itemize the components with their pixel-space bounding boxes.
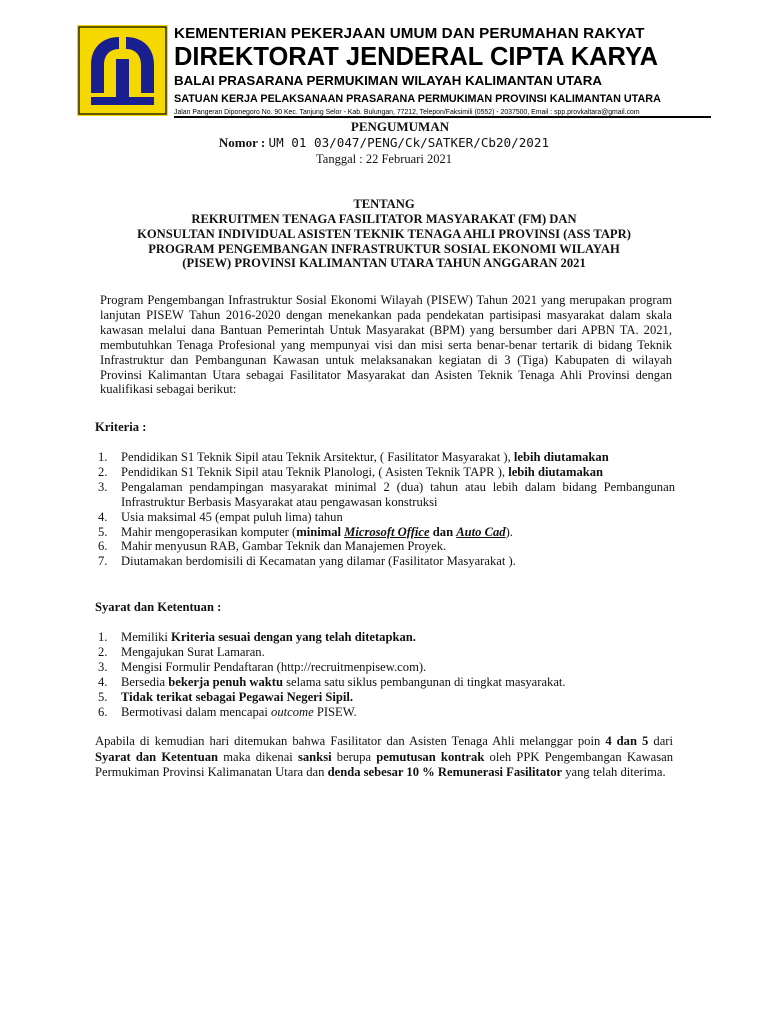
closing-text: dari bbox=[648, 734, 673, 748]
closing-text: yang telah diterima. bbox=[562, 765, 666, 779]
terms-heading: Syarat dan Ketentuan : bbox=[95, 600, 222, 614]
terms-item bbox=[95, 675, 675, 690]
item-text: PISEW. bbox=[313, 704, 357, 719]
item-number: 6. bbox=[98, 704, 108, 719]
item-emphasis: Kriteria sesuai dengan yang telah ditetapkan. bbox=[171, 630, 416, 644]
directorate-name: DIREKTORAT JENDERAL CIPTA KARYA bbox=[174, 43, 659, 71]
software-name: Auto Cad bbox=[456, 524, 506, 539]
closing-text: maka dikenai bbox=[218, 749, 298, 764]
closing-emphasis: Syarat dan Ketentuan bbox=[95, 749, 219, 764]
item-emphasis: Tidak terikat sebagai Pegawai Negeri Sipil. bbox=[121, 689, 354, 704]
document-number-value: UM 01 03/047/PENG/Ck/SATKER/Cb20/2021 bbox=[268, 135, 550, 150]
item-number: 5. bbox=[98, 689, 108, 704]
item-text: Mengisi Formulir Pendaftaran (http://recruitmenpisew.com). bbox=[121, 659, 427, 674]
document-title bbox=[60, 212, 708, 271]
item-emphasis: minimal bbox=[296, 524, 345, 539]
item-text: Mahir menyusun RAB, Gambar Teknik dan Manajemen Proyek. bbox=[121, 539, 447, 554]
item-text: Usia maksimal 45 (empat puluh lima) tahun bbox=[121, 509, 343, 524]
criteria-item bbox=[95, 465, 675, 480]
item-number: 6. bbox=[98, 539, 108, 554]
item-emphasis: bekerja penuh waktu bbox=[168, 674, 283, 689]
item-text: Pendidikan S1 Teknik Sipil atau Teknik Arsitektur, ( Fasilitator Masyarakat ), bbox=[121, 450, 514, 464]
title-line: REKRUITMEN TENAGA FASILITATOR MASYARAKAT (FM) DAN bbox=[191, 212, 577, 226]
terms-item bbox=[95, 645, 675, 660]
item-text: Memiliki bbox=[121, 630, 172, 644]
item-number: 2. bbox=[98, 644, 108, 659]
item-text: selama satu siklus pembangunan di tingkat masyarakat. bbox=[282, 674, 566, 689]
item-emphasis: lebih diutamakan bbox=[508, 464, 604, 479]
item-text: Bersedia bbox=[121, 674, 169, 689]
ministry-logo bbox=[77, 25, 168, 116]
closing-emphasis: denda sebesar 10 % Remunerasi Fasilitator bbox=[327, 765, 563, 779]
item-number: 1. bbox=[98, 630, 108, 644]
terms-item bbox=[95, 690, 675, 705]
closing-text: berupa bbox=[331, 749, 377, 764]
document-date: Tanggal : 22 Februari 2021 bbox=[316, 152, 452, 166]
criteria-item bbox=[95, 480, 675, 510]
item-number: 4. bbox=[98, 674, 108, 689]
criteria-item bbox=[95, 510, 675, 525]
item-text: ). bbox=[505, 524, 513, 539]
item-text: Pengalaman pendampingan masyarakat minimal 2 (dua) tahun atau lebih dalam bidang Pembangunan Infrastruktur Berbasis Masyarakat atau pengawasan konstruksi bbox=[121, 479, 675, 509]
title-line: PROGRAM PENGEMBANGAN INFRASTRUKTUR SOSIAL EKONOMI WILAYAH bbox=[148, 241, 620, 256]
letterhead-divider bbox=[174, 116, 711, 118]
item-number: 3. bbox=[98, 479, 108, 494]
criteria-item bbox=[95, 554, 675, 569]
criteria-heading: Kriteria : bbox=[95, 420, 147, 434]
closing-text: Apabila di kemudian hari ditemukan bahwa Fasilitator dan Asisten Tenaga Ahli melanggar poin bbox=[95, 734, 606, 748]
item-number: 1. bbox=[98, 450, 108, 464]
item-text: Diutamakan berdomisili di Kecamatan yang dilamar (Fasilitator Masyarakat ). bbox=[121, 554, 516, 569]
item-text: Mengajukan Surat Lamaran. bbox=[121, 644, 265, 659]
software-name: Microsoft Office bbox=[344, 524, 430, 539]
terms-item bbox=[95, 660, 675, 675]
office-name: BALAI PRASARANA PERMUKIMAN WILAYAH KALIMANTAN UTARA bbox=[174, 73, 602, 88]
office-address: Jalan Pangeran Diponegoro No. 90 Kec. Tanjung Selor - Kab. Bulungan, 77212, Telepon/Faksimili (0552) - 2037500, Email : spp.provkaltara@gmail.com bbox=[174, 109, 640, 116]
item-italic: outcome bbox=[271, 704, 314, 719]
terms-item bbox=[95, 630, 675, 645]
closing-text: oleh PPK Pengembangan Kawasan Permukiman Provinsi Kalimanatan Utara dan bbox=[95, 749, 673, 779]
criteria-list bbox=[95, 450, 675, 569]
closing-emphasis: 4 dan 5 bbox=[605, 734, 649, 748]
item-emphasis: dan bbox=[429, 524, 457, 539]
letterhead bbox=[174, 25, 714, 118]
document-number-label: Nomor : bbox=[218, 135, 266, 150]
terms-list bbox=[95, 630, 675, 719]
item-text: Bermotivasi dalam mencapai bbox=[121, 704, 272, 719]
announcement-label: PENGUMUMAN bbox=[350, 119, 450, 134]
ministry-name: KEMENTERIAN PEKERJAAN UMUM DAN PERUMAHAN RAKYAT bbox=[174, 25, 645, 42]
item-number: 7. bbox=[98, 554, 108, 569]
terms-item bbox=[95, 705, 675, 720]
intro-paragraph: Program Pengembangan Infrastruktur Sosial Ekonomi Wilayah (PISEW) Tahun 2021 yang merupakan program lanjutan PISEW Tahun 2016-2020 dengan menekankan pada pendekatan partisipasi masyarakat dalam skala kawasan melalui dana Bantuan Pemerintah Untuk Masyarakat (BPM) yang bersumber dari APBN TA. 2021, membutuhkan Tenaga Profesional yang mempunyai visi dan misi serta benar-benar tertarik di bidang Teknik Infrastruktur dan Pembangunan Kawasan untuk melaksanakan kegiatan di 3 (Tiga) Kabupaten di wilayah Provinsi Kalimantan Utara sebagai Fasilitator Masyarakat dan Asisten Teknik Tenaga Ahli Provinsi dengan kualifikasi sebagai berikut: bbox=[100, 293, 672, 397]
unit-name: SATUAN KERJA PELAKSANAAN PRASARANA PERMUKIMAN PROVINSI KALIMANTAN UTARA bbox=[174, 93, 661, 105]
item-emphasis: lebih diutamakan bbox=[513, 450, 609, 464]
item-text: Pendidikan S1 Teknik Sipil atau Teknik Planologi, ( Asisten Teknik TAPR ), bbox=[121, 464, 509, 479]
title-line: KONSULTAN INDIVIDUAL ASISTEN TEKNIK TENAGA AHLI PROVINSI (ASS TAPR) bbox=[137, 226, 631, 241]
item-number: 4. bbox=[98, 509, 108, 524]
item-number: 5. bbox=[98, 524, 108, 539]
criteria-item bbox=[95, 450, 675, 465]
about-label: TENTANG bbox=[353, 197, 415, 211]
closing-paragraph bbox=[95, 734, 673, 781]
criteria-item bbox=[95, 539, 675, 554]
title-line: (PISEW) PROVINSI KALIMANTAN UTARA TAHUN ANGGARAN 2021 bbox=[182, 256, 586, 271]
document-number bbox=[5, 135, 763, 151]
closing-emphasis: pemutusan kontrak bbox=[376, 749, 485, 764]
criteria-item bbox=[95, 525, 675, 540]
item-number: 2. bbox=[98, 464, 108, 479]
closing-emphasis: sanksi bbox=[297, 749, 332, 764]
item-text: Mahir mengoperasikan komputer ( bbox=[121, 524, 297, 539]
item-number: 3. bbox=[98, 659, 108, 674]
